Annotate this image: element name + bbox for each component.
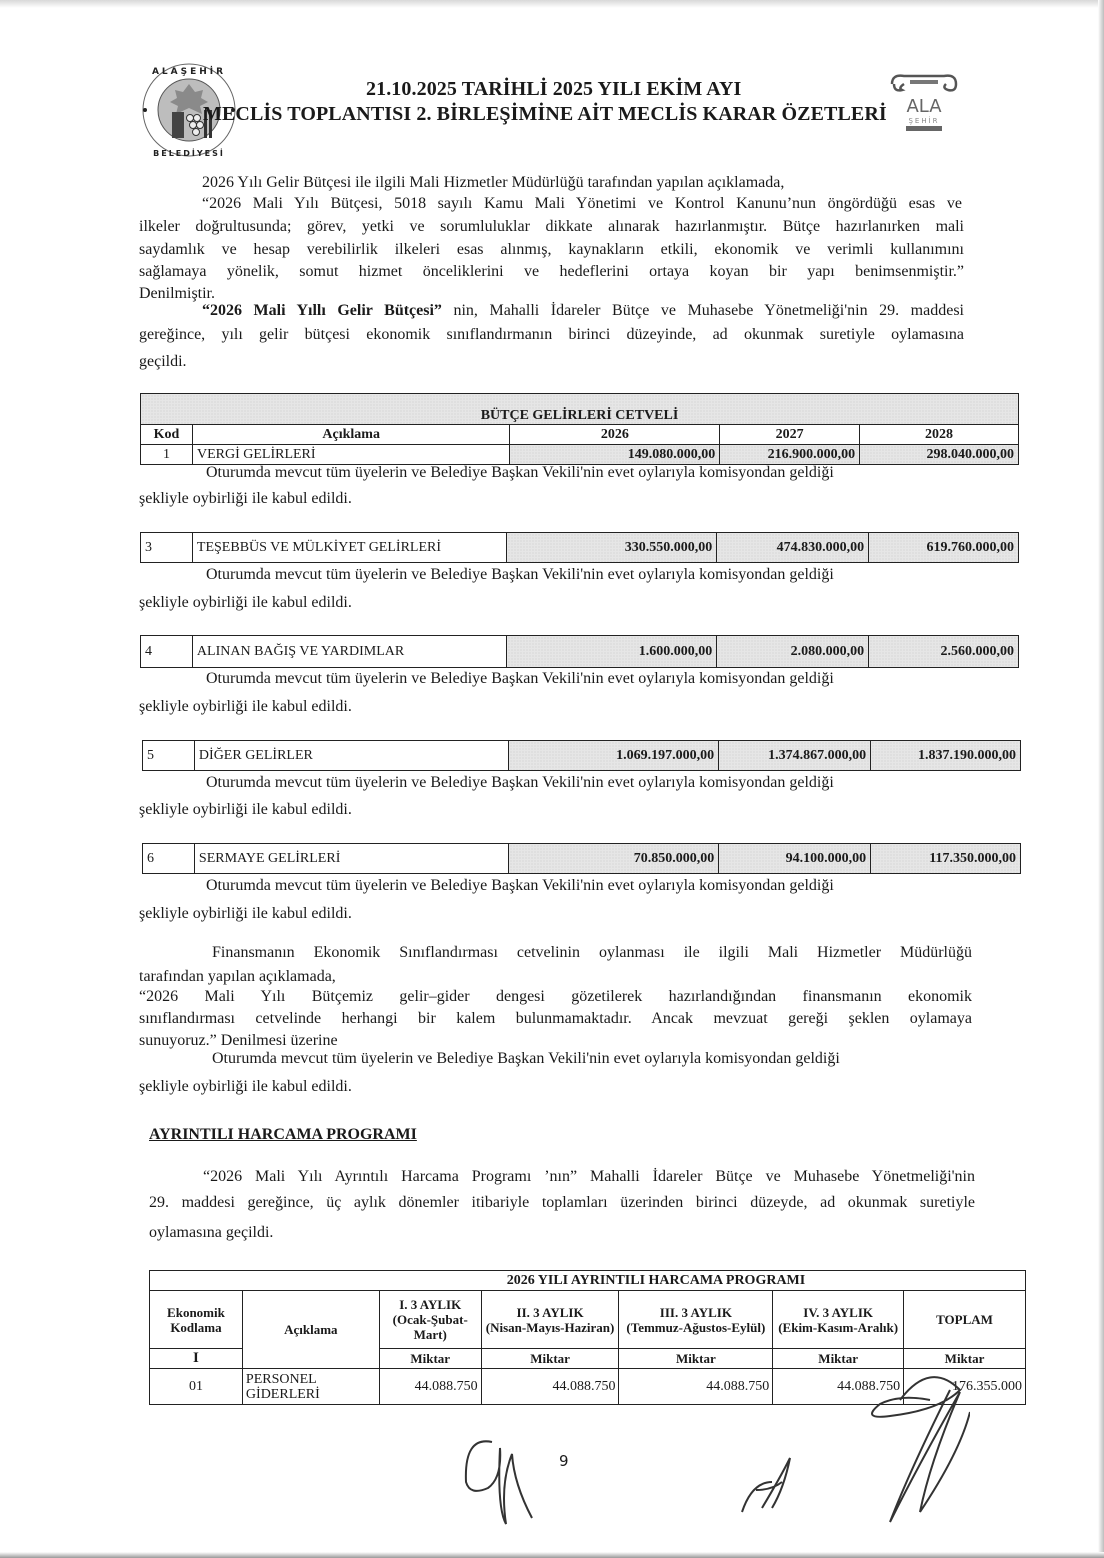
quote-line: saydamlık ve hesap verebilirlik ilkeleri esas alınmış, kaynakların etkili, ekonomik ve verimli kullanımını [139,241,964,258]
col-header-ekonomik-kodlama: Ekonomik Kodlama [150,1291,243,1349]
col-subheader-miktar: Miktar [773,1349,904,1369]
financing-line: sınıflandırması cetvelinde herhangi bir kalem bulunmamaktadır. Ancak mevzuat gereği şeklen oylamaya [139,1010,972,1027]
budget-revenue-row-table [140,532,1019,563]
col-subheader-miktar: Miktar [481,1349,619,1369]
row-kod: 6 [143,844,195,874]
scan-edge-bottom [0,1552,1104,1558]
row-2026: 70.850.000,00 [509,844,719,874]
row-kod: 5 [143,741,195,771]
row-2028: 2.560.000,00 [869,636,1019,668]
budget-revenue-table [140,393,1019,465]
vote-result-line: Oturumda mevcut tüm üyelerin ve Belediye Başkan Vekili'nin evet oylarıyla komisyondan geldiği [206,566,834,583]
col-subheader-miktar: Miktar [379,1349,481,1369]
row-kod: 4 [141,636,193,668]
row-2026: 149.080.000,00 [510,445,720,465]
vote-result-line: şekliyle oybirliği ile kabul edildi. [139,490,352,507]
vote-result-line: Oturumda mevcut tüm üyelerin ve Belediye Başkan Vekili'nin evet oylarıyla komisyondan geldiği [206,877,834,894]
col-header-aciklama: Açıklama [242,1291,379,1369]
vote-result-line: şekliyle oybirliği ile kabul edildi. [139,905,352,922]
row-q4: 44.088.750 [773,1369,904,1405]
table-row [143,844,1021,874]
quote-line: Denilmiştir. [139,285,215,302]
col-header-q2: II. 3 AYLIK (Nisan-Mayıs-Haziran) [481,1291,619,1349]
col-header-kod: Kod [141,425,193,445]
col-header-2026: 2026 [510,425,720,445]
row-total: 176.355.000 [904,1369,1026,1405]
col-subheader-miktar: Miktar [619,1349,773,1369]
document-title-line-2: MECLİS TOPLANTISI 2. BİRLEŞİMİNE AİT MECLİS KARAR ÖZETLERİ [203,103,887,125]
svg-text:ALA: ALA [906,96,942,117]
intro-line: 2026 Yılı Gelir Bütçesi ile ilgili Mali Hizmetler Müdürlüğü tarafından yapılan açıklamada, [202,174,785,191]
section-heading-harcama: AYRINTILI HARCAMA PROGRAMI [149,1126,417,1143]
row-q3: 44.088.750 [619,1369,773,1405]
col-header-toplam: TOPLAM [904,1291,1026,1349]
col-header-q3: III. 3 AYLIK (Temmuz-Ağustos-Eylül) [619,1291,773,1349]
svg-text:BELEDİYESİ: BELEDİYESİ [153,149,225,158]
gelir-butcesi-line: geçildi. [139,353,187,370]
table-row [143,741,1021,771]
gelir-butcesi-line: “2026 Mali Yıllı Gelir Bütçesi” nin, Mahalli İdareler Bütçe ve Muhasebe Yönetmeliği'nin 29. maddesi [202,302,964,319]
row-desc: PERSONEL GİDERLERİ [242,1369,379,1405]
svg-text:ALAŞEHİR: ALAŞEHİR [151,67,227,77]
row-2026: 1.069.197.000,00 [509,741,719,771]
budget-table-title: BÜTÇE GELİRLERİ CETVELİ [141,394,1019,425]
vote-result-line: şekliyle oybirliği ile kabul edildi. [139,594,352,611]
row-q1: 44.088.750 [379,1369,481,1405]
harcama-line: “2026 Mali Yılı Ayrıntılı Harcama Programı ’nın” Mahalli İdareler Bütçe ve Muhasebe Yönetmeliği'nin [203,1168,975,1185]
vote-result-line: şekliyle oybirliği ile kabul edildi. [139,698,352,715]
row-q2: 44.088.750 [481,1369,619,1405]
row-code: 01 [150,1369,243,1405]
row-2028: 298.040.000,00 [860,445,1019,465]
financing-line: tarafından yapılan açıklamada, [139,968,336,985]
col-header-aciklama: Açıklama [192,425,510,445]
row-2027: 2.080.000,00 [717,636,869,668]
harcama-line: 29. maddesi gereğince, üç aylık dönemler itibariyle toplamları üzerinden birinci düzeyde, ad okunmak suretiyle [149,1194,975,1211]
row-2027: 1.374.867.000,00 [719,741,871,771]
financing-line: “2026 Mali Yılı Bütçemiz gelir–gider dengesi gözetilerek hazırlandığından finansmanın ekonomik [139,988,972,1005]
vote-result-line: Oturumda mevcut tüm üyelerin ve Belediye Başkan Vekili'nin evet oylarıyla komisyondan geldiği [206,464,834,481]
document-title-line-1: 21.10.2025 TARİHLİ 2025 YILI EKİM AYI [366,78,742,100]
row-aciklama: SERMAYE GELİRLERİ [194,844,509,874]
budget-revenue-row-table [140,635,1019,668]
col-header-2028: 2028 [860,425,1019,445]
signature-left [462,1432,542,1532]
gelir-butcesi-bold: “2026 Mali Yıllı Gelir Bütçesi” [202,302,442,319]
gelir-butcesi-line: gereğince, yılı gelir bütçesi ekonomik sınıflandırmanın birinci düzeyinde, ad okunmak suretiyle oylamasına [139,326,964,343]
harcama-line: oylamasına geçildi. [149,1224,274,1241]
financing-line: Finansmanın Ekonomik Sınıflandırması cetvelinin oylanması ile ilgili Mali Hizmetler Müdürlüğü [212,944,972,961]
vote-result-line: Oturumda mevcut tüm üyelerin ve Belediye Başkan Vekili'nin evet oylarıyla komisyondan geldiği [212,1050,840,1067]
scan-edge-top [0,0,1104,8]
table-row [141,533,1019,563]
budget-revenue-row-table [142,740,1021,771]
col-header-q4: IV. 3 AYLIK (Ekim-Kasım-Aralık) [773,1291,904,1349]
row-aciklama: TEŞEBBÜS VE MÜLKİYET GELİRLERİ [192,533,507,563]
financing-line: sunuyoruz.” Denilmesi üzerine [139,1032,338,1049]
row-aciklama: ALINAN BAĞIŞ VE YARDIMLAR [192,636,507,668]
row-2026: 330.550.000,00 [507,533,717,563]
quote-line: sağlamaya yönelik, somut hizmet önceliklerini ve hedeflerini ortaya koyan bir yapı benimsenmiştir.” [139,263,964,280]
row-kod: 1 [141,445,193,465]
ala-sehir-brand-logo [886,70,962,134]
harcama-table-title: 2026 YILI AYRINTILI HARCAMA PROGRAMI [150,1271,1026,1291]
row-2027: 474.830.000,00 [717,533,869,563]
row-2028: 117.350.000,00 [871,844,1021,874]
scan-edge-right [1098,0,1104,1558]
svg-text:ŞEHİR: ŞEHİR [908,117,940,125]
row-2027: 94.100.000,00 [719,844,871,874]
col-header-2027: 2027 [720,425,860,445]
table-row [141,636,1019,668]
row-2028: 1.837.190.000,00 [871,741,1021,771]
vote-result-line: şekliyle oybirliği ile kabul edildi. [139,1078,352,1095]
quote-line: ilkeler doğrultusunda; görev, yetki ve sorumluluklar dikkate alınarak hazırlanmıştır. Bütçe hazırlanırken mali [139,218,964,235]
quote-line: “2026 Mali Yılı Bütçesi, 5018 sayılı Kamu Mali Yönetimi ve Kontrol Kanunu’nun öngördüğü esas ve [202,195,962,212]
row-aciklama: DİĞER GELİRLER [194,741,508,771]
row-aciklama: VERGİ GELİRLERİ [192,445,510,465]
col-subheader-level: I [150,1349,243,1369]
col-subheader-miktar: Miktar [904,1349,1026,1369]
col-header-q1: I. 3 AYLIK (Ocak-Şubat-Mart) [379,1291,481,1349]
row-2027: 216.900.000,00 [720,445,860,465]
vote-result-line: Oturumda mevcut tüm üyelerin ve Belediye Başkan Vekili'nin evet oylarıyla komisyondan geldiği [206,670,834,687]
row-2026: 1.600.000,00 [507,636,717,668]
budget-revenue-row-table [142,843,1021,874]
signature-right [860,1370,970,1530]
row-kod: 3 [141,533,193,563]
vote-result-line: şekliyle oybirliği ile kabul edildi. [139,801,352,818]
page-number: 9 [559,1452,569,1470]
row-2028: 619.760.000,00 [869,533,1019,563]
vote-result-line: Oturumda mevcut tüm üyelerin ve Belediye Başkan Vekili'nin evet oylarıyla komisyondan geldiği [206,774,834,791]
signature-middle [740,1450,810,1520]
